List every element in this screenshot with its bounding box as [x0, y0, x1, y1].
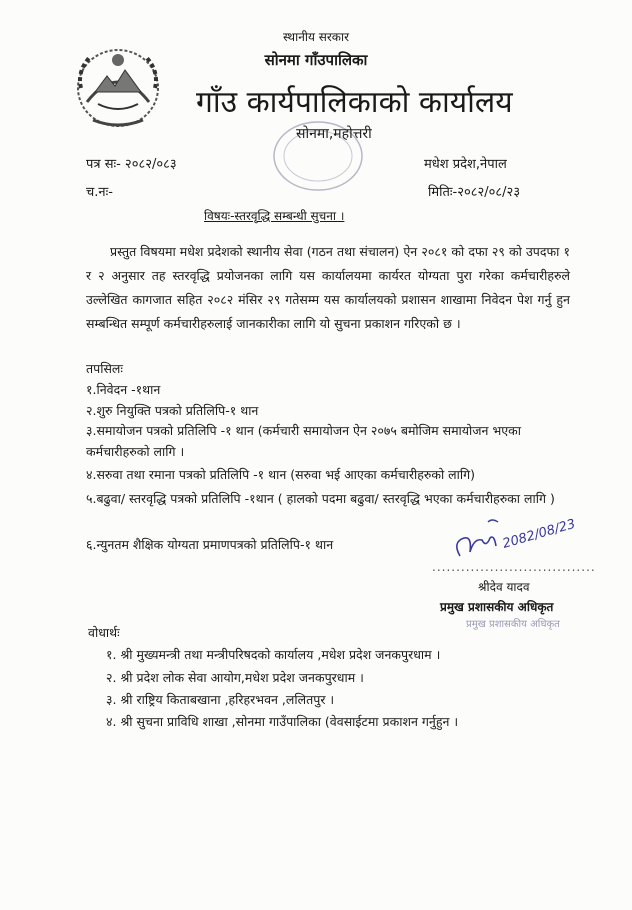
signatory-title: प्रमुख प्रशासकीय अधिकृत: [440, 600, 554, 614]
list-item: ४.सरुवा तथा रमाना पत्रको प्रतिलिपि -१ थान (सरुवा भई आएका कर्मचारीहरुको लागि): [86, 467, 476, 482]
government-label: स्थानीय सरकार: [283, 30, 349, 44]
list-title: तपसिलः: [86, 361, 123, 376]
list-item: ३.समायोजन पत्रको प्रतिलिपि -१ थान (कर्मचारी समायोजन ऐन २०७५ बमोजिम समायोजन भएका कर्मचारीहरुको लागि ।: [86, 423, 522, 459]
cc-item: १. श्री मुख्यमन्त्री तथा मन्त्रीपरिषदको कार्यालय ,मधेश प्रदेश जनकपुरधाम ।: [106, 647, 441, 662]
dispatch-number: च.नः-: [86, 185, 113, 200]
cc-item: ३. श्री राष्ट्रिय किताबखाना ,हरिहरभवन ,ललितपुर ।: [106, 692, 335, 707]
signature-date-text: 2082/08/23: [500, 516, 578, 552]
signature-dots: ..................................: [432, 560, 596, 574]
list-item: ५.बढुवा/ स्तरवृद्धि पत्रको प्रतिलिपि -१थान ( हालको पदमा बढुवा/ स्तरवृद्धि भएका कर्मचारीहरुका लागि ): [86, 491, 555, 506]
list-item: १.निवेदन -१थान: [86, 382, 161, 397]
reference-number: पत्र सः- २०८२/०८३: [86, 157, 177, 172]
list-item: २.शुरु नियुक्ति पत्रको प्रतिलिपि-१ थान: [86, 403, 259, 418]
subject-line: विषयः-स्तरवृद्धि सम्बन्धी सुचना ।: [204, 209, 345, 223]
handwritten-signature-icon: [448, 508, 598, 568]
list-item: ६.न्युनतम शैक्षिक योग्यता प्रमाणपत्रको प्रतिलिपि-१ थान: [86, 537, 334, 552]
signatory-name: श्रीदेव यादव: [478, 580, 530, 594]
office-location: सोनमा,महोत्तरी: [296, 126, 372, 142]
body-paragraph: प्रस्तुत विषयमा मधेश प्रदेशको स्थानीय सेवा (गठन तथा संचालन) ऐन २०८१ को दफा २९ को उपदफा १ र २ अनुसार तह स्तरवृद्धि प्रयोजनका लागि यस कार्यालयमा कार्यरत योग्यता पुरा गरेका कर्मचारीहरुले उल्लेखित कागजात सहित २०८२ मंसिर २९ गतेसम्म यस कार्यालयको प्रशासन शाखामा निवेदन पेश गर्नु हुन सम्बन्धित सम्पूर्ण कर्मचारीहरुलाई जानकारीका लागि यो सुचना प्रकाशन गरिएको छ ।: [86, 244, 570, 331]
cc-title: वोधार्थः: [88, 625, 120, 640]
cc-item: २. श्री प्रदेश लोक सेवा आयोग,मधेश प्रदेश जनकपुरधाम ।: [106, 670, 364, 685]
signatory-stamp: प्रमुख प्रशासकीय अधिकृत: [466, 619, 560, 630]
province-label: मधेश प्रदेश,नेपाल: [424, 157, 507, 172]
cc-item: ४. श्री सुचना प्राविधि शाखा ,सोनमा गाउँपालिका (वेवसाईटमा प्रकाशन गर्नुहुन ।: [106, 714, 459, 729]
municipality-name: सोनमा गाँउपालिका: [264, 51, 368, 69]
letter-date: मितिः-२०८२/०८/२३: [428, 185, 521, 200]
office-title: गाँउ कार्यपालिकाको कार्यालय: [196, 85, 513, 120]
